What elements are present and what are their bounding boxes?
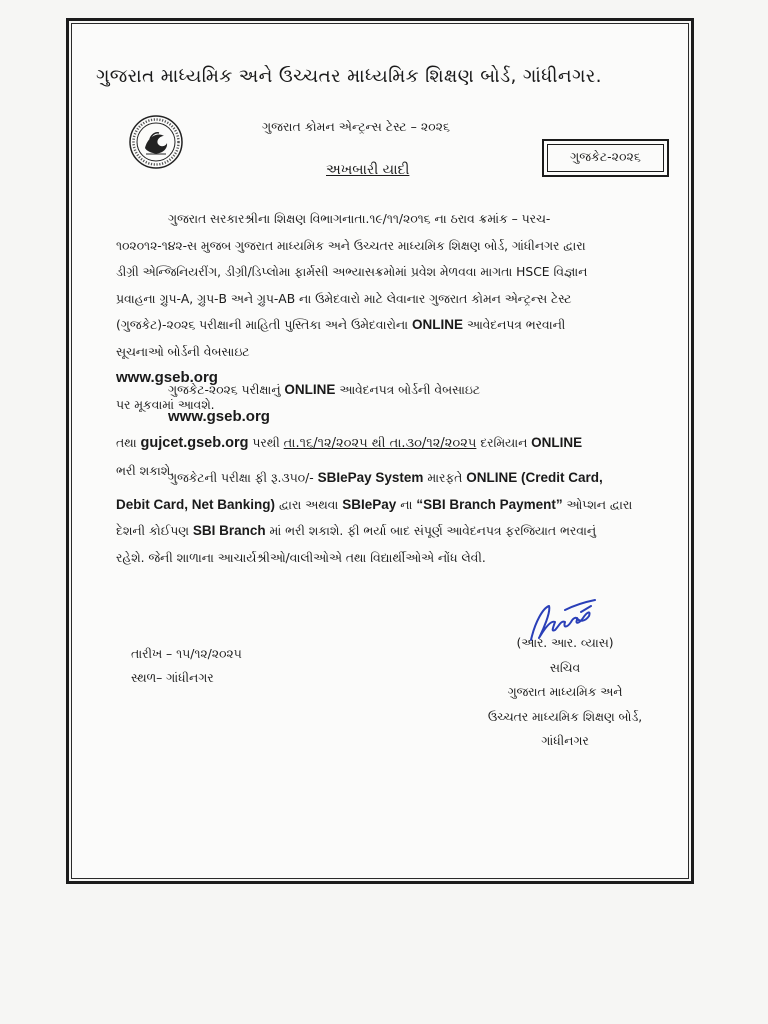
para1-line5-tail: આવેદનપત્ર ભરવાની bbox=[466, 318, 566, 332]
online-label: ONLINE bbox=[284, 382, 336, 397]
para2-line1 bbox=[116, 377, 682, 430]
para2-line2-during: દરમિયાન bbox=[480, 436, 528, 450]
signatory-org-line3: ગાંધીનગર bbox=[541, 734, 589, 748]
gseb-website-link[interactable]: www.gseb.org bbox=[116, 369, 218, 386]
para3-line3 bbox=[116, 518, 682, 545]
online-label: ONLINE bbox=[412, 317, 464, 332]
exam-code-box bbox=[542, 139, 669, 177]
signatory-org-line2: ઉચ્ચતર માધ્યમિક શિક્ષણ બોર્ડ, bbox=[487, 709, 643, 724]
para1-line4: પ્રવાહના ગ્રુપ-A, ગ્રુપ-B અને ગ્રુપ-AB ના ઉમેદવારો માટે લેવાનાર ગુજરાત કોમન એન્ટ્રન્સ ટેસ્ટ bbox=[116, 291, 572, 306]
para2-line3: ભરી શકાશે. bbox=[116, 463, 175, 478]
para3-line2 bbox=[116, 492, 682, 519]
fee-amount-text: ગુજકેટની પરીક્ષા ફી રૂ.૩૫૦/- bbox=[168, 471, 314, 485]
gujcet-website-link[interactable]: gujcet.gseb.org bbox=[140, 435, 249, 451]
para3-through: મારફતે bbox=[427, 471, 463, 485]
sbi-branch-label: SBI Branch bbox=[192, 523, 266, 538]
para1-line6-text: સૂચનાઓ બોર્ડની વેબસાઇટ bbox=[116, 344, 250, 359]
sbiepay-system-label: SBIePay System bbox=[317, 470, 424, 485]
gseb-website-link[interactable]: www.gseb.org bbox=[168, 407, 270, 425]
signatory-org-line1: ગુજરાત માધ્યમિક અને bbox=[507, 685, 623, 699]
issue-place: સ્થળ– ગાંધીનગર bbox=[131, 671, 214, 685]
payment-modes-cont: Debit Card, Net Banking) bbox=[116, 496, 276, 512]
signatory-name: (આર. આર. વ્યાસ) bbox=[516, 636, 614, 650]
para2-line2-from: પરથી bbox=[252, 436, 280, 450]
para1-line6-tail: પર મૂકવામાં આવશે. bbox=[116, 397, 215, 412]
para3-any: દેશની કોઈપણ bbox=[116, 524, 189, 538]
signatory-block bbox=[452, 631, 678, 754]
board-title: ગુજરાત માધ્યમિક અને ઉચ્ચતર માધ્યમિક શિક્ષણ બોર્ડ, ગાંધીનગર. bbox=[96, 66, 602, 87]
sbiepay-label: SBIePay bbox=[342, 496, 397, 512]
para2-line2-text: તથા bbox=[116, 436, 137, 450]
para1-line3: ડીગ્રી એન્જિનિયરીંગ, ડીગ્રી/ડિપ્લોમા ફાર્મસી અભ્યાસક્રમોમાં પ્રવેશ મેળવવા માગતા HSCE વિજ્ઞાન bbox=[116, 265, 588, 279]
para1-line1: ગુજરાત સરકારશ્રીના શિક્ષણ વિભાગનાતા.૧૯/૧૧/૨૦૧૬ ના ઠરાવ ક્રમાંક – પરચ- bbox=[168, 212, 551, 226]
payment-modes-label: ONLINE (Credit Card, bbox=[466, 470, 603, 485]
online-label: ONLINE bbox=[531, 435, 583, 450]
para3-of: ના bbox=[400, 497, 413, 512]
para3-line4: રહેશે. જેની શાળાના આચાર્યશ્રીઓ/વાલીઓએ તથા વિદ્યાર્થીઓએ નોંધ લેવી. bbox=[116, 550, 486, 565]
issue-date: તારીખ – ૧૫/૧૨/૨૦૨૫ bbox=[131, 647, 242, 661]
board-seal-icon bbox=[128, 114, 184, 170]
para2-line2 bbox=[116, 430, 682, 458]
paragraph-fee-payment bbox=[116, 465, 682, 571]
para2-line1-text: ગુજકેટ-૨૦૨૬ પરીક્ષાનું bbox=[168, 383, 281, 397]
para1-line2: ૧૦૨૦૧૨-૧૪૨-સ મુજબ ગુજરાત માધ્યમિક અને ઉચ્ચતર માધ્યમિક શિક્ષણ બોર્ડ, ગાંધીનગર દ્વારા bbox=[116, 238, 586, 253]
para3-option: ઓપ્શન દ્વારા bbox=[566, 497, 633, 512]
exam-code-label: ગુજકેટ-૨૦૨૬ bbox=[547, 144, 664, 172]
para1-line5-text: (ગુજકેટ)-૨૦૨૬ પરીક્ષાની માહિતી પુસ્તિકા અને ઉમેદવારોના bbox=[116, 318, 409, 332]
application-date-range: તા.૧૬/૧૨/૨૦૨૫ થી તા.૩૦/૧૨/૨૦૨૫ bbox=[283, 436, 477, 451]
date-place-block bbox=[131, 642, 242, 690]
sbi-branch-payment-label: “SBI Branch Payment” bbox=[416, 496, 563, 512]
press-note-title: અખબારી યાદી bbox=[326, 162, 410, 178]
signatory-designation: સચિવ bbox=[549, 660, 581, 675]
para3-line3-tail: માં ભરી શકાશે. ફી ભર્યા બાદ સંપૂર્ણ આવેદનપત્ર ફરજિયાત ભરવાનું bbox=[269, 524, 597, 538]
para3-line1 bbox=[116, 465, 682, 492]
para2-line1-mid: આવેદનપત્ર બોર્ડની વેબસાઇટ bbox=[339, 383, 480, 397]
para3-or: દ્વારા અથવા bbox=[278, 497, 339, 512]
para1-line5 bbox=[116, 312, 682, 339]
exam-name: ગુજરાત કોમન એન્ટ્રન્સ ટેસ્ટ – ૨૦૨૬ bbox=[262, 119, 451, 134]
